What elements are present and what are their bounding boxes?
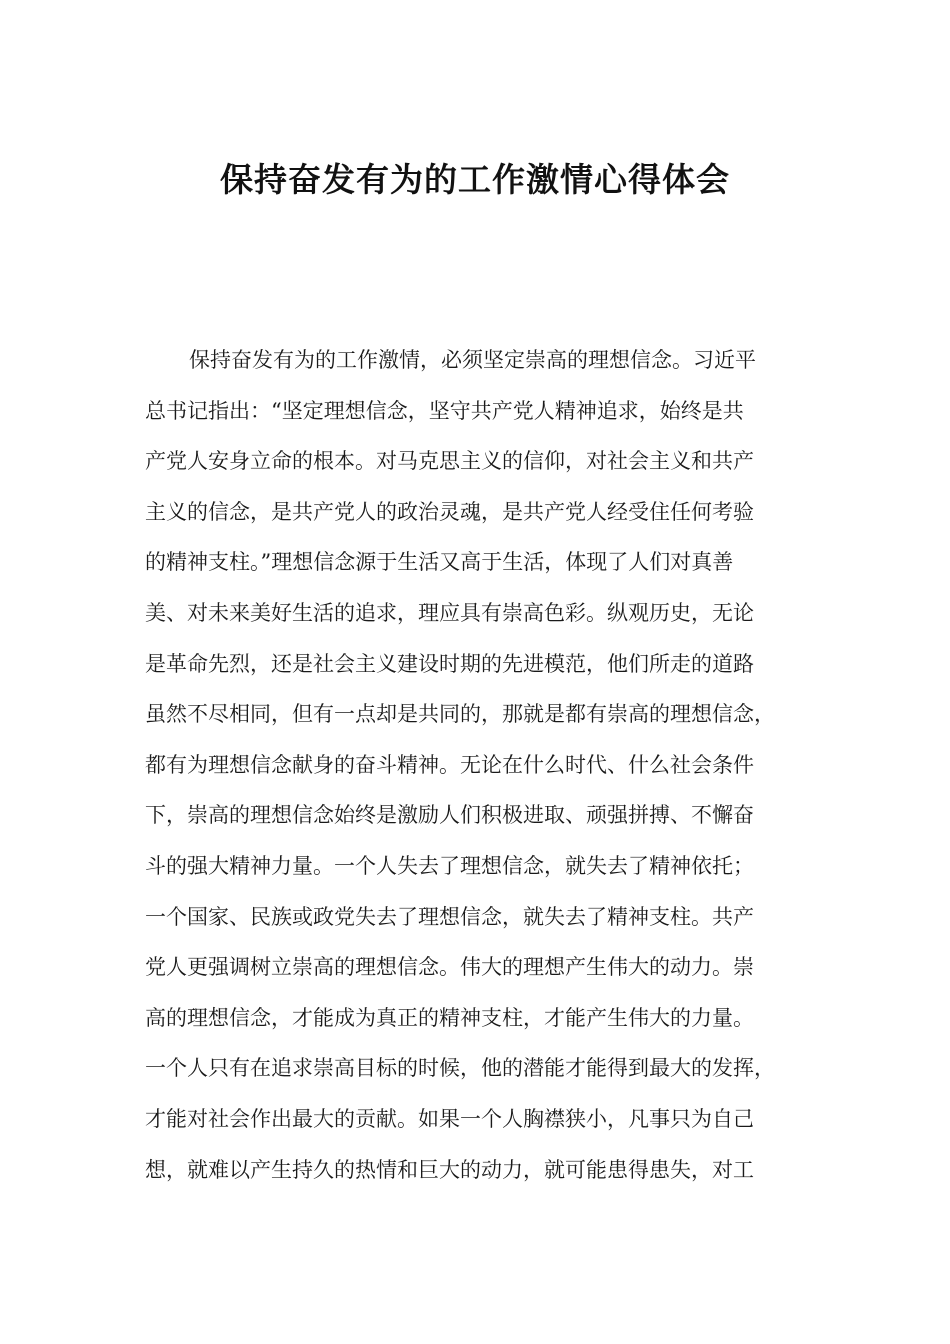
paragraph-line-9: 都有为理想信念献身的奋斗精神。无论在什么时代、什么社会条件 <box>145 752 754 777</box>
paragraph-line-6: 美、对未来美好生活的追求，理应具有崇高色彩。纵观历史，无论 <box>145 600 754 625</box>
paragraph-line-11: 斗的强大精神力量。一个人失去了理想信念，就失去了精神依托； <box>145 853 754 878</box>
paragraph-line-17: 想，就难以产生持久的热情和巨大的动力，就可能患得患失，对工 <box>145 1157 754 1182</box>
document-body <box>145 335 825 1195</box>
paragraph-line-4: 主义的信念，是共产党人的政治灵魂，是共产党人经受住任何考验 <box>145 499 754 524</box>
paragraph-line-13: 党人更强调树立崇高的理想信念。伟大的理想产生伟大的动力。崇 <box>145 955 754 980</box>
paragraph-line-15: 一个人只有在追求崇高目标的时候，他的潜能才能得到最大的发挥， <box>145 1056 775 1081</box>
paragraph-line-7: 是革命先烈，还是社会主义建设时期的先进模范，他们所走的道路 <box>145 651 754 676</box>
paragraph-line-5: 的精神支柱。”理想信念源于生活又高于生活，体现了人们对真善 <box>145 550 734 575</box>
document-title: 保持奋发有为的工作激情心得体会 <box>220 160 730 199</box>
paragraph-line-14: 高的理想信念，才能成为真正的精神支柱，才能产生伟大的力量。 <box>145 1005 754 1030</box>
paragraph-line-2: 总书记指出：“坚定理想信念，坚守共产党人精神追求，始终是共 <box>145 398 744 423</box>
paragraph-line-16: 才能对社会作出最大的贡献。如果一个人胸襟狭小，凡事只为自己 <box>145 1106 754 1131</box>
paragraph-line-8: 虽然不尽相同，但有一点却是共同的，那就是都有崇高的理想信念， <box>145 702 775 727</box>
paragraph-line-3: 产党人安身立命的根本。对马克思主义的信仰，对社会主义和共产 <box>145 449 754 474</box>
paragraph-line-1: 保持奋发有为的工作激情，必须坚定崇高的理想信念。习近平 <box>189 348 756 372</box>
paragraph-line-12: 一个国家、民族或政党失去了理想信念，就失去了精神支柱。共产 <box>145 904 754 929</box>
paragraph-line-10: 下，崇高的理想信念始终是激励人们积极进取、顽强拼搏、不懈奋 <box>145 803 754 828</box>
